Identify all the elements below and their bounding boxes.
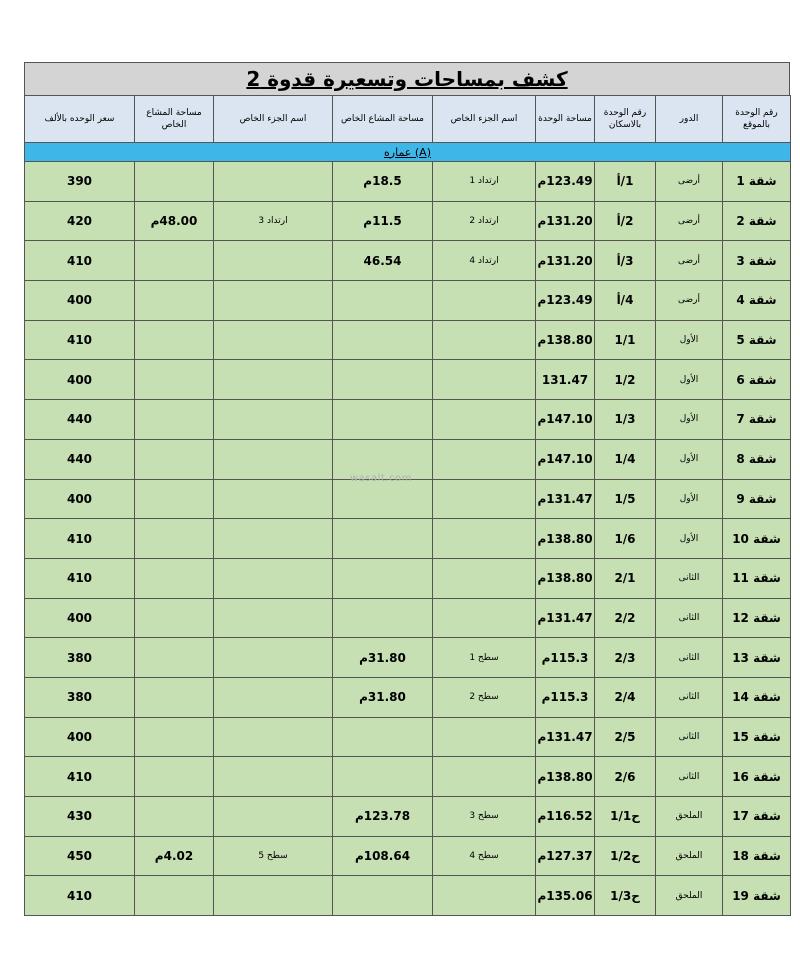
table-row bbox=[25, 360, 791, 400]
cell-site-no: شقة 11 bbox=[723, 558, 791, 598]
cell-shared-area-2 bbox=[333, 598, 433, 638]
cell-unit-area: 147.10م bbox=[536, 439, 595, 479]
cell-site-no: شقة 15 bbox=[723, 717, 791, 757]
cell-shared-area bbox=[135, 638, 214, 678]
cell-floor: أرضى bbox=[656, 281, 723, 321]
cell-shared-area-2 bbox=[333, 479, 433, 519]
table-row bbox=[25, 757, 791, 797]
cell-housing-no: 2/4 bbox=[595, 677, 656, 717]
cell-housing-no: 1/6 bbox=[595, 519, 656, 559]
header-shared-area-2: مساحة المشاع الخاص bbox=[333, 96, 433, 143]
table-row bbox=[25, 797, 791, 837]
cell-site-no: شقة 6 bbox=[723, 360, 791, 400]
cell-price: 400 bbox=[25, 717, 135, 757]
cell-price: 400 bbox=[25, 360, 135, 400]
cell-part-name: سطح 3 bbox=[433, 797, 536, 837]
cell-site-no: شقة 19 bbox=[723, 876, 791, 916]
cell-part-name-2 bbox=[214, 162, 333, 202]
cell-site-no: شقة 5 bbox=[723, 320, 791, 360]
cell-housing-no: 2/3 bbox=[595, 638, 656, 678]
table-row bbox=[25, 400, 791, 440]
cell-shared-area bbox=[135, 281, 214, 321]
cell-price: 410 bbox=[25, 757, 135, 797]
cell-part-name bbox=[433, 360, 536, 400]
cell-price: 410 bbox=[25, 241, 135, 281]
cell-part-name bbox=[433, 479, 536, 519]
cell-shared-area-2: 18.5م bbox=[333, 162, 433, 202]
section-label: عماره (A) bbox=[25, 143, 791, 162]
cell-part-name-2 bbox=[214, 360, 333, 400]
cell-shared-area-2 bbox=[333, 320, 433, 360]
cell-unit-area: 116.52م bbox=[536, 797, 595, 837]
cell-unit-area: 131.47 bbox=[536, 360, 595, 400]
cell-part-name-2 bbox=[214, 757, 333, 797]
cell-shared-area-2 bbox=[333, 519, 433, 559]
cell-site-no: شقة 8 bbox=[723, 439, 791, 479]
cell-floor: أرضى bbox=[656, 201, 723, 241]
cell-shared-area bbox=[135, 519, 214, 559]
cell-shared-area-2 bbox=[333, 717, 433, 757]
cell-shared-area-2: 108.64م bbox=[333, 836, 433, 876]
cell-part-name bbox=[433, 876, 536, 916]
header-row bbox=[25, 96, 791, 143]
cell-floor: أرضى bbox=[656, 162, 723, 202]
cell-floor: الثانى bbox=[656, 598, 723, 638]
cell-part-name bbox=[433, 717, 536, 757]
cell-housing-no: 2/أ bbox=[595, 201, 656, 241]
cell-floor: الأول bbox=[656, 360, 723, 400]
cell-housing-no: 1/1 bbox=[595, 320, 656, 360]
cell-price: 390 bbox=[25, 162, 135, 202]
table-row bbox=[25, 241, 791, 281]
cell-floor: الأول bbox=[656, 400, 723, 440]
cell-part-name: سطح 1 bbox=[433, 638, 536, 678]
cell-unit-area: 127.37م bbox=[536, 836, 595, 876]
cell-part-name-2 bbox=[214, 876, 333, 916]
cell-site-no: شقة 2 bbox=[723, 201, 791, 241]
cell-unit-area: 138.80م bbox=[536, 320, 595, 360]
table-row bbox=[25, 677, 791, 717]
cell-shared-area bbox=[135, 677, 214, 717]
cell-site-no: شقة 13 bbox=[723, 638, 791, 678]
cell-shared-area bbox=[135, 162, 214, 202]
cell-part-name-2 bbox=[214, 677, 333, 717]
table-row bbox=[25, 281, 791, 321]
table-row bbox=[25, 162, 791, 202]
cell-part-name: ارتداد 1 bbox=[433, 162, 536, 202]
cell-price: 440 bbox=[25, 400, 135, 440]
cell-housing-no: ح1/2 bbox=[595, 836, 656, 876]
cell-part-name bbox=[433, 439, 536, 479]
cell-part-name bbox=[433, 519, 536, 559]
cell-site-no: شقة 7 bbox=[723, 400, 791, 440]
cell-part-name bbox=[433, 400, 536, 440]
cell-part-name-2 bbox=[214, 479, 333, 519]
header-site-no: رقم الوحدة بالموقع bbox=[723, 96, 791, 143]
cell-unit-area: 115.3م bbox=[536, 638, 595, 678]
cell-price: 440 bbox=[25, 439, 135, 479]
cell-shared-area-2 bbox=[333, 360, 433, 400]
table-row bbox=[25, 320, 791, 360]
section-row bbox=[25, 143, 791, 162]
cell-housing-no: 2/2 bbox=[595, 598, 656, 638]
table-row bbox=[25, 836, 791, 876]
cell-site-no: شقة 10 bbox=[723, 519, 791, 559]
cell-housing-no: 2/5 bbox=[595, 717, 656, 757]
cell-unit-area: 138.80م bbox=[536, 558, 595, 598]
cell-floor: الثانى bbox=[656, 677, 723, 717]
cell-shared-area bbox=[135, 558, 214, 598]
cell-part-name-2 bbox=[214, 797, 333, 837]
cell-part-name-2 bbox=[214, 598, 333, 638]
cell-shared-area bbox=[135, 876, 214, 916]
cell-shared-area-2 bbox=[333, 400, 433, 440]
cell-price: 400 bbox=[25, 479, 135, 519]
cell-housing-no: 1/2 bbox=[595, 360, 656, 400]
cell-part-name-2 bbox=[214, 638, 333, 678]
cell-price: 410 bbox=[25, 876, 135, 916]
cell-housing-no: ح1/3 bbox=[595, 876, 656, 916]
cell-shared-area-2: 46.54 bbox=[333, 241, 433, 281]
title-bar bbox=[24, 62, 790, 95]
cell-part-name bbox=[433, 757, 536, 797]
cell-shared-area-2 bbox=[333, 281, 433, 321]
cell-unit-area: 123.49م bbox=[536, 162, 595, 202]
cell-floor: الملحق bbox=[656, 876, 723, 916]
table-row bbox=[25, 558, 791, 598]
cell-site-no: شقة 3 bbox=[723, 241, 791, 281]
cell-floor: الأول bbox=[656, 320, 723, 360]
cell-floor: الملحق bbox=[656, 797, 723, 837]
cell-housing-no: ح1/1 bbox=[595, 797, 656, 837]
cell-part-name-2 bbox=[214, 241, 333, 281]
table-row bbox=[25, 479, 791, 519]
header-unit-area: مساحة الوحدة bbox=[536, 96, 595, 143]
cell-shared-area: 4.02م bbox=[135, 836, 214, 876]
cell-unit-area: 135.06م bbox=[536, 876, 595, 916]
cell-shared-area-2 bbox=[333, 757, 433, 797]
cell-part-name: ارتداد 4 bbox=[433, 241, 536, 281]
cell-price: 450 bbox=[25, 836, 135, 876]
cell-site-no: شقة 14 bbox=[723, 677, 791, 717]
cell-housing-no: 2/6 bbox=[595, 757, 656, 797]
header-housing-no: رقم الوحدة بالاسكان bbox=[595, 96, 656, 143]
cell-part-name-2 bbox=[214, 281, 333, 321]
cell-shared-area: 48.00م bbox=[135, 201, 214, 241]
cell-site-no: شقة 12 bbox=[723, 598, 791, 638]
cell-unit-area: 138.80م bbox=[536, 519, 595, 559]
cell-shared-area-2: 11.5م bbox=[333, 201, 433, 241]
cell-site-no: شقة 17 bbox=[723, 797, 791, 837]
cell-price: 420 bbox=[25, 201, 135, 241]
cell-price: 410 bbox=[25, 558, 135, 598]
cell-price: 410 bbox=[25, 320, 135, 360]
cell-floor: الملحق bbox=[656, 836, 723, 876]
cell-shared-area bbox=[135, 757, 214, 797]
cell-part-name bbox=[433, 320, 536, 360]
cell-floor: أرضى bbox=[656, 241, 723, 281]
cell-part-name bbox=[433, 598, 536, 638]
cell-site-no: شقة 16 bbox=[723, 757, 791, 797]
cell-unit-area: 131.20م bbox=[536, 241, 595, 281]
cell-housing-no: 1/أ bbox=[595, 162, 656, 202]
cell-part-name: ارتداد 2 bbox=[433, 201, 536, 241]
cell-floor: الأول bbox=[656, 439, 723, 479]
cell-floor: الأول bbox=[656, 479, 723, 519]
table-row bbox=[25, 598, 791, 638]
cell-unit-area: 138.80م bbox=[536, 757, 595, 797]
watermark: wasalt.com bbox=[350, 473, 412, 484]
cell-shared-area-2: 31.80م bbox=[333, 677, 433, 717]
cell-unit-area: 131.20م bbox=[536, 201, 595, 241]
units-table bbox=[24, 95, 791, 916]
cell-price: 400 bbox=[25, 598, 135, 638]
table-row bbox=[25, 717, 791, 757]
table-row bbox=[25, 638, 791, 678]
cell-unit-area: 131.47م bbox=[536, 717, 595, 757]
header-floor: الدور bbox=[656, 96, 723, 143]
table-row bbox=[25, 201, 791, 241]
cell-shared-area-2 bbox=[333, 876, 433, 916]
cell-shared-area bbox=[135, 598, 214, 638]
cell-price: 380 bbox=[25, 638, 135, 678]
cell-housing-no: 4/أ bbox=[595, 281, 656, 321]
cell-site-no: شقة 4 bbox=[723, 281, 791, 321]
cell-part-name: سطح 4 bbox=[433, 836, 536, 876]
cell-site-no: شقة 9 bbox=[723, 479, 791, 519]
cell-housing-no: 2/1 bbox=[595, 558, 656, 598]
cell-part-name-2 bbox=[214, 717, 333, 757]
cell-part-name: سطح 2 bbox=[433, 677, 536, 717]
cell-price: 400 bbox=[25, 281, 135, 321]
cell-part-name-2 bbox=[214, 439, 333, 479]
cell-shared-area bbox=[135, 320, 214, 360]
cell-unit-area: 123.49م bbox=[536, 281, 595, 321]
cell-site-no: شقة 1 bbox=[723, 162, 791, 202]
header-shared-area: مساحة المشاع الخاص bbox=[135, 96, 214, 143]
header-price: سعر الوحده بالألف bbox=[25, 96, 135, 143]
cell-floor: الثانى bbox=[656, 638, 723, 678]
table-row bbox=[25, 876, 791, 916]
cell-housing-no: 1/3 bbox=[595, 400, 656, 440]
cell-part-name-2 bbox=[214, 400, 333, 440]
cell-shared-area bbox=[135, 241, 214, 281]
cell-shared-area bbox=[135, 360, 214, 400]
sheet-title: كشف بمساحات وتسعيرة قدوة 2 bbox=[246, 67, 568, 91]
cell-part-name bbox=[433, 558, 536, 598]
cell-unit-area: 131.47م bbox=[536, 598, 595, 638]
cell-shared-area-2 bbox=[333, 558, 433, 598]
cell-floor: الأول bbox=[656, 519, 723, 559]
cell-price: 410 bbox=[25, 519, 135, 559]
cell-shared-area bbox=[135, 439, 214, 479]
cell-part-name-2 bbox=[214, 320, 333, 360]
cell-housing-no: 1/4 bbox=[595, 439, 656, 479]
cell-housing-no: 1/5 bbox=[595, 479, 656, 519]
table-row bbox=[25, 519, 791, 559]
cell-unit-area: 147.10م bbox=[536, 400, 595, 440]
cell-unit-area: 115.3م bbox=[536, 677, 595, 717]
cell-floor: الثانى bbox=[656, 717, 723, 757]
cell-part-name-2 bbox=[214, 519, 333, 559]
cell-part-name-2 bbox=[214, 558, 333, 598]
cell-shared-area bbox=[135, 479, 214, 519]
cell-shared-area-2: 31.80م bbox=[333, 638, 433, 678]
header-part-name-2: اسم الجزء الخاص bbox=[214, 96, 333, 143]
cell-part-name-2: سطح 5 bbox=[214, 836, 333, 876]
cell-unit-area: 131.47م bbox=[536, 479, 595, 519]
pricing-sheet bbox=[24, 62, 790, 916]
cell-shared-area bbox=[135, 717, 214, 757]
cell-price: 430 bbox=[25, 797, 135, 837]
cell-price: 380 bbox=[25, 677, 135, 717]
header-part-name: اسم الجزء الخاص bbox=[433, 96, 536, 143]
cell-part-name-2: ارتداد 3 bbox=[214, 201, 333, 241]
cell-housing-no: 3/أ bbox=[595, 241, 656, 281]
cell-part-name bbox=[433, 281, 536, 321]
cell-floor: الثانى bbox=[656, 558, 723, 598]
cell-site-no: شقة 18 bbox=[723, 836, 791, 876]
cell-shared-area-2: 123.78م bbox=[333, 797, 433, 837]
cell-floor: الثانى bbox=[656, 757, 723, 797]
cell-shared-area bbox=[135, 797, 214, 837]
cell-shared-area bbox=[135, 400, 214, 440]
